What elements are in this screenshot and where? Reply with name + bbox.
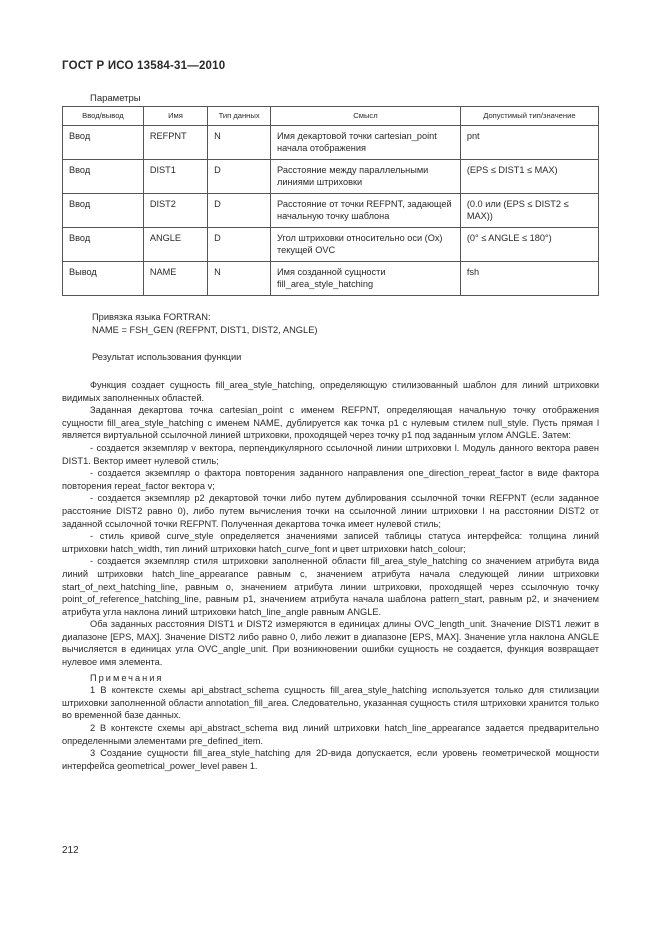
table-cell: (0.0 или (EPS ≤ DIST2 ≤ MAX)) bbox=[460, 194, 598, 228]
note: 1 В контексте схемы api_abstract_schema сущность fill_area_style_hatching используется только для стилизации штриховки заполненной области annotation_fill_area. Следовательно, указанная сущность стиля штриховки хранится только во временной базе данных. bbox=[62, 685, 599, 721]
table-row bbox=[63, 262, 599, 296]
table-cell: D bbox=[208, 194, 271, 228]
result-section-title: Результат использования функции bbox=[92, 352, 242, 362]
table-row bbox=[63, 126, 599, 160]
table-cell: Вывод bbox=[63, 262, 144, 296]
note: 3 Создание сущности fill_area_style_hatching для 2D-вида допускается, если уровень геометрической мощности интерфейса geometrical_power_level равен 1. bbox=[62, 748, 599, 771]
table-cell: D bbox=[208, 160, 271, 194]
column-header-meaning: Смысл bbox=[271, 107, 461, 126]
table-cell: Расстояние от точки REFPNT, задающей начальную точку шаблона bbox=[271, 194, 461, 228]
paragraph: - создается экземпляр стиля штриховки заполненной области fill_area_style_hatching со значением атрибута вида линий штриховки hatch_line_appearance равным с, значением атрибута начала следующей линии штриховки start_of_next_hatching_line, равным о, значением атрибута линии штриховки, проходящей через ссылочную точку point_of_reference_hatching_line, равным p1, значением атрибута начала шаблона pattern_start, равным p2, и значением атрибута угла наклона линий штриховки hatch_line_angle равным ANGLE. bbox=[62, 556, 599, 617]
table-cell: D bbox=[208, 228, 271, 262]
body-text bbox=[62, 379, 599, 772]
paragraph: - стиль кривой curve_style определяется значениями записей таблицы статуса интерфейса: толщина линий штриховки hatch_width, тип линий штриховки hatch_curve_font и цвет штриховки hatch_colour; bbox=[62, 531, 599, 554]
paragraph: Функция создает сущность fill_area_style_hatching, определяющую стилизованный шаблон для линий штриховки видимых заполненных областей. bbox=[62, 380, 599, 403]
table-cell: DIST2 bbox=[143, 194, 207, 228]
table-cell: Ввод bbox=[63, 194, 144, 228]
column-header-type: Тип данных bbox=[208, 107, 271, 126]
table-header-row bbox=[63, 107, 599, 126]
table-cell: Угол штриховки относительно оси (Ox) текущей OVC bbox=[271, 228, 461, 262]
table-row bbox=[63, 228, 599, 262]
table-cell: Имя декартовой точки cartesian_point начала отображения bbox=[271, 126, 461, 160]
table-cell: N bbox=[208, 126, 271, 160]
paragraph: - создается экземпляр p2 декартовой точки либо путем дублирования ссылочной точки REFPNT (если заданное расстояние DIST2 равно 0), либо путем вычисления точки на ссылочной линии штриховки l на расстоянии DIST2 от заданной ссылочной точки REFPNT. Полученная декартова точка имеет нулевой стиль; bbox=[62, 493, 599, 529]
table-cell: Имя созданной сущности fill_area_style_hatching bbox=[271, 262, 461, 296]
parameters-table bbox=[62, 106, 599, 296]
table-cell: fsh bbox=[460, 262, 598, 296]
binding-title: Привязка языка FORTRAN: bbox=[92, 312, 211, 322]
table-cell: (0° ≤ ANGLE ≤ 180°) bbox=[460, 228, 598, 262]
table-cell: Расстояние между параллельными линиями штриховки bbox=[271, 160, 461, 194]
paragraph: Заданная декартова точка cartesian_point с именем REFPNT, определяющая начальную точку отображения сущности fill_area_style_hatching с именем NAME, дублируется как точка p1 с нулевым стилем null_style. Пусть прямая l является виртуальной ссылочной линией штриховки, проходящей через точку p1 под заданным углом ANGLE. Затем: bbox=[62, 405, 599, 441]
notes-title: Примечания bbox=[90, 672, 164, 683]
document-header: ГОСТ Р ИСО 13584-31—2010 bbox=[62, 60, 226, 72]
parameters-label: Параметры bbox=[90, 93, 141, 104]
paragraph: - создается экземпляр v вектора, перпендикулярного ссылочной линии штриховки l. Модуль данного вектора равен DIST1. Вектор имеет нулевой стиль; bbox=[62, 442, 599, 466]
table-row bbox=[63, 160, 599, 194]
table-cell: NAME bbox=[143, 262, 207, 296]
table-cell: (EPS ≤ DIST1 ≤ MAX) bbox=[460, 160, 598, 194]
column-header-name: Имя bbox=[143, 107, 207, 126]
language-binding bbox=[92, 311, 318, 336]
table-cell: N bbox=[208, 262, 271, 296]
table-row bbox=[63, 194, 599, 228]
binding-signature: NAME = FSH_GEN (REFPNT, DIST1, DIST2, ANGLE) bbox=[92, 324, 318, 335]
table-cell: ANGLE bbox=[143, 228, 207, 262]
column-header-allowed: Допустимый тип/значение bbox=[460, 107, 598, 126]
page-number: 212 bbox=[62, 845, 79, 856]
table-cell: Ввод bbox=[63, 126, 144, 160]
table-cell: REFPNT bbox=[143, 126, 207, 160]
paragraph: - создается экземпляр о фактора повторения заданного направления one_direction_repeat_factor в виде фактора повторения repeat_factor вектора v; bbox=[62, 468, 599, 491]
table-cell: pnt bbox=[460, 126, 598, 160]
column-header-io: Ввод/вывод bbox=[63, 107, 144, 126]
table-cell: DIST1 bbox=[143, 160, 207, 194]
table-cell: Ввод bbox=[63, 228, 144, 262]
note: 2 В контексте схемы api_abstract_schema вид линий штриховки hatch_line_appearance задается предварительно определенными элементами pre_defined_item. bbox=[62, 723, 599, 746]
paragraph: Оба заданных расстояния DIST1 и DIST2 измеряются в единицах длины OVC_length_unit. Значение DIST1 лежит в диапазоне [EPS, MAX]. Значение DIST2 либо равно 0, либо лежит в диапазоне [EPS, MAX]. Значение угла наклона ANGLE вычисляется в единицах угла OVC_angle_unit. При возникновении ошибки сущность не создается, функция возвращает нулевое имя элемента. bbox=[62, 619, 599, 668]
table-cell: Ввод bbox=[63, 160, 144, 194]
